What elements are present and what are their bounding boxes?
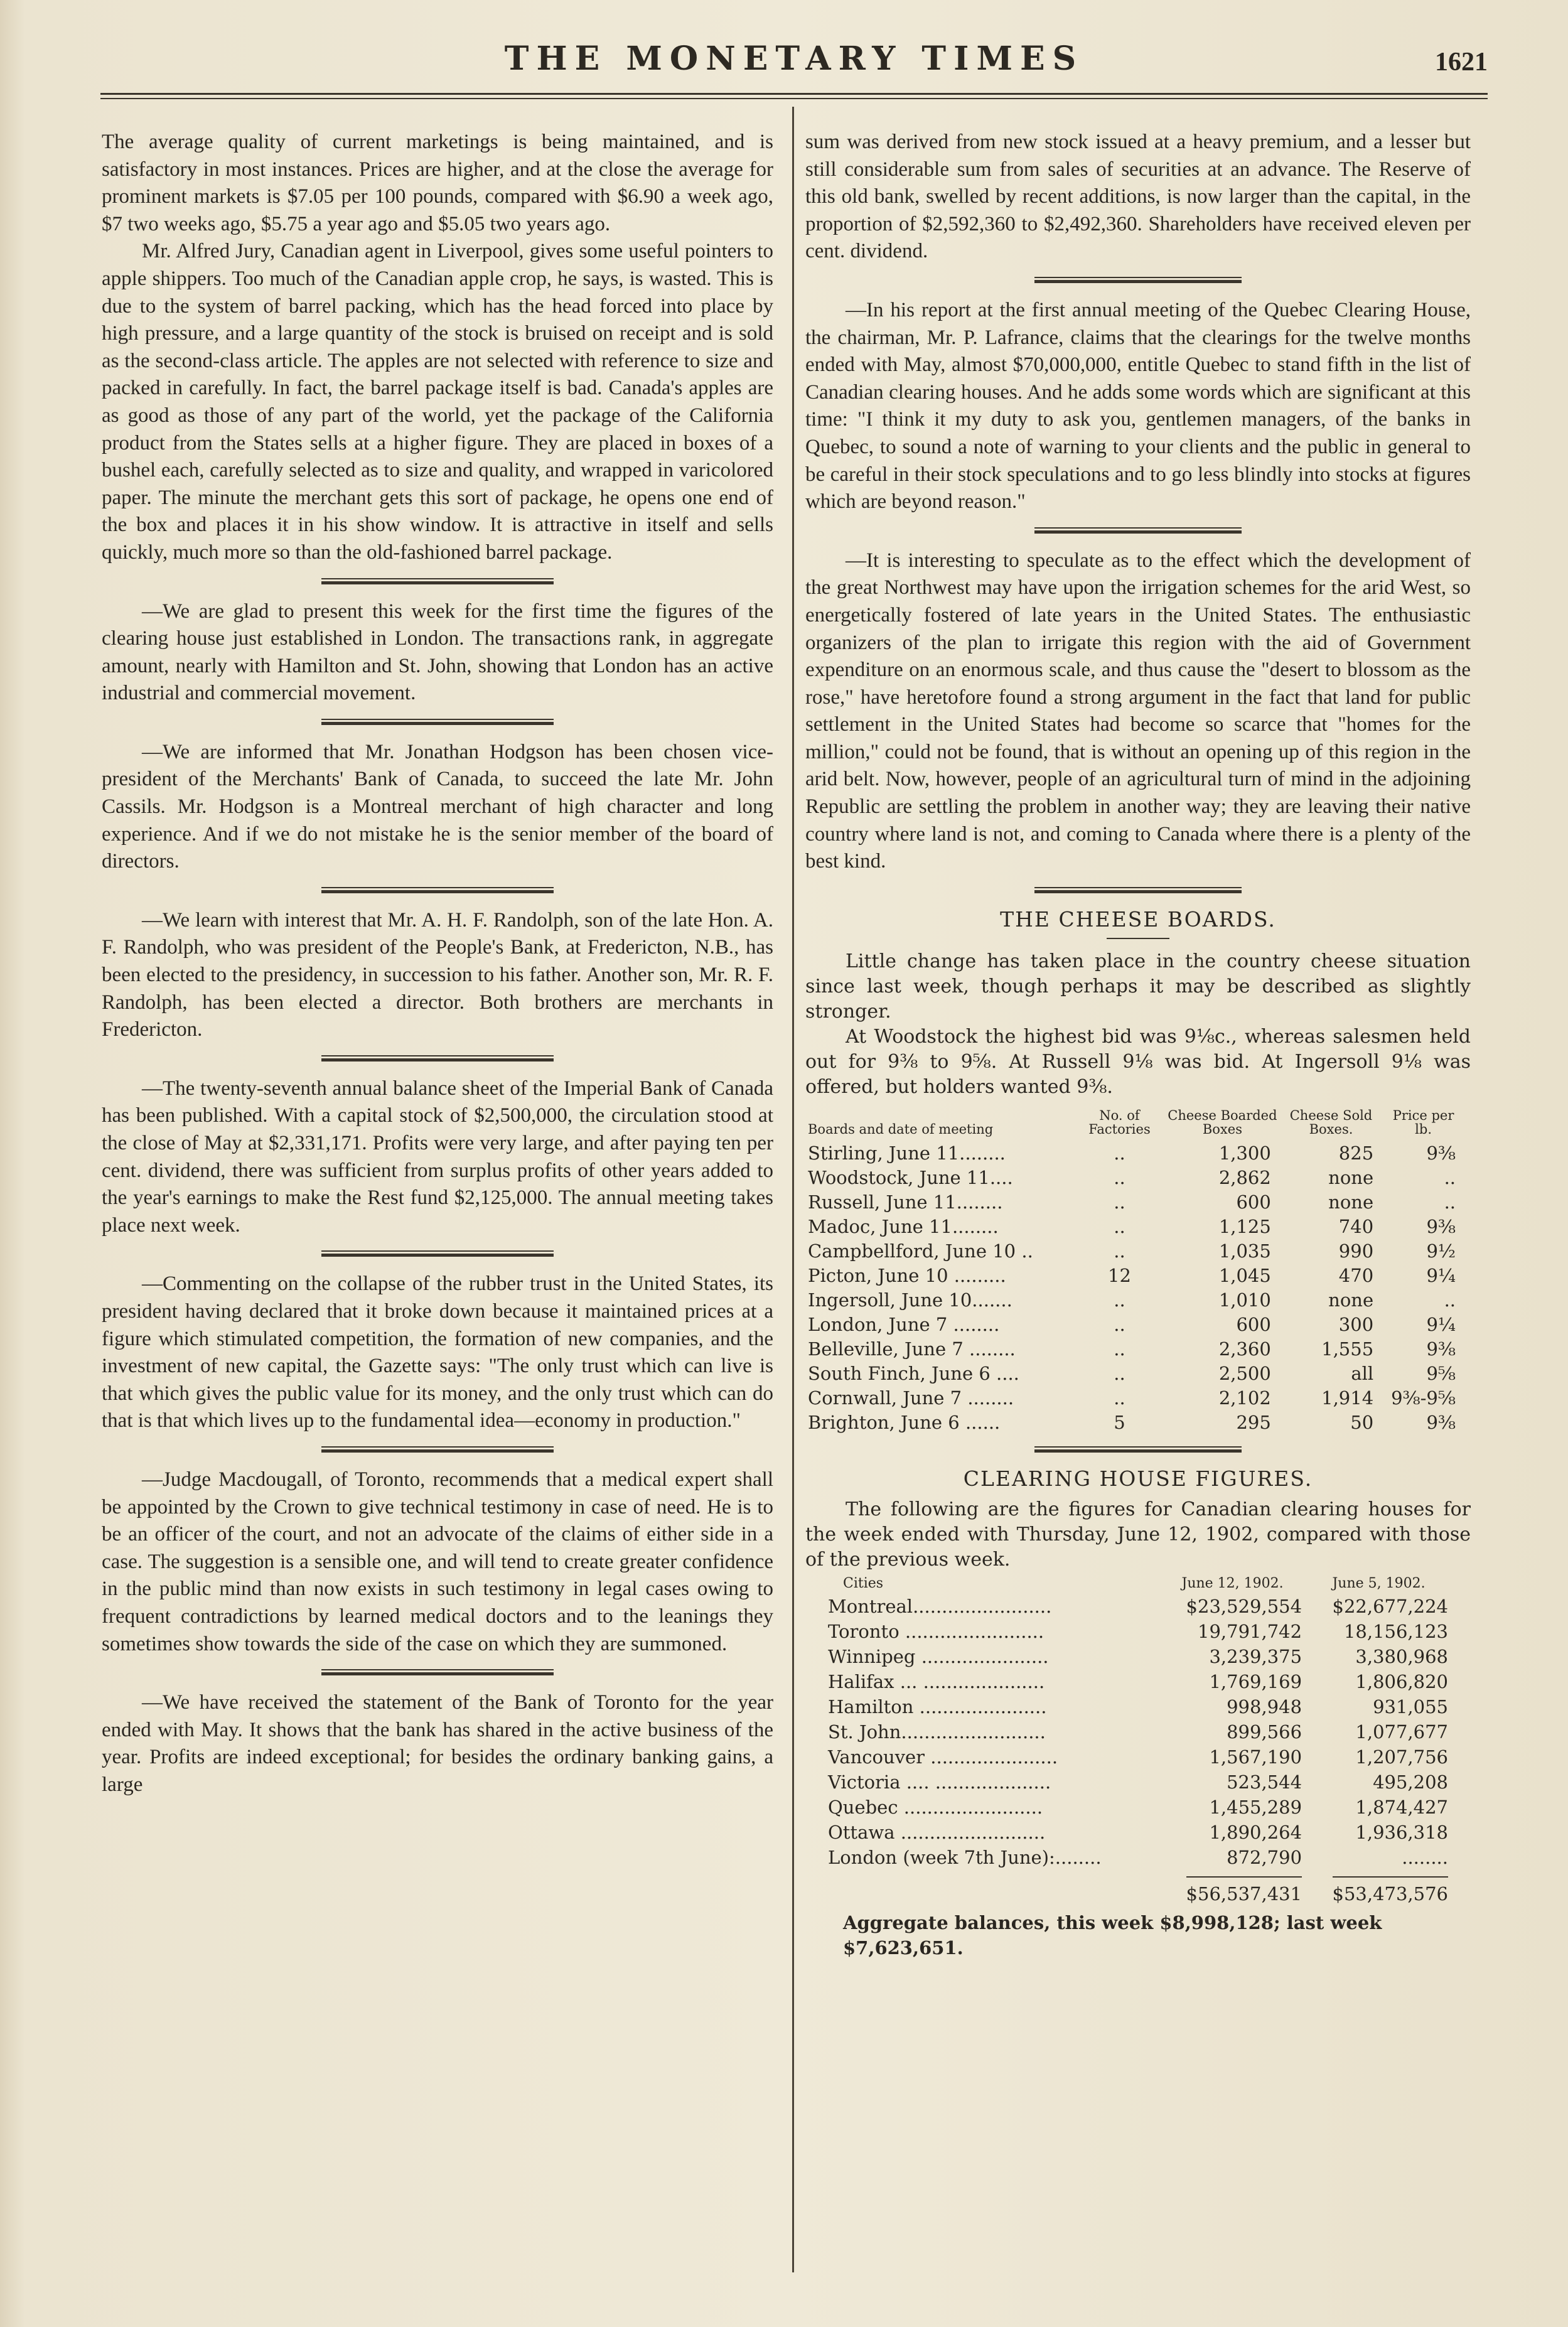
table-row [805, 1313, 1464, 1337]
table-cell: 495,208 [1373, 1771, 1448, 1793]
article-peoples-bank: —We learn with interest that Mr. A. H. F. Randolph, son of the late Hon. A. F. Randolph, who was president of the People's Bank, at Fredericton, N.B., has been elected to the presidency, in succession to his father. Another son, Mr. R. F. Randolph, has been elected a director. Both brothers are merchants in Fredericton. [102, 908, 773, 1041]
table-cell: none [1328, 1289, 1374, 1311]
table-cell: 2,102 [1218, 1387, 1271, 1409]
table-cell: Belleville, June 7 ........ [808, 1338, 1016, 1360]
table-cell: Toronto ........................ [828, 1620, 1044, 1642]
table-cell: 1,455,289 [1209, 1796, 1302, 1818]
article-apple-shippers: Mr. Alfred Jury, Canadian agent in Liverpool, gives some useful pointers to apple shippers. Too much of the Canadian apple crop, he says, is wasted. This is due to the system of barrel packing, which has the head forced into place by high pressure, and a large quantity of the stock is bruised on receipt and is sold as the second-class article. The apples are not selected with reference to size and packed in carefully. In fact, the barrel package itself is bad. Canada's apples are as good as those of any part of the world, yet the package of the California product from the States sells at a higher figure. They are placed in boxes of a bushel each, carefully selected as to size and quality, and wrapped in varicolored paper. The minute the merchant gets this sort of package, he opens one end of the box and places it in his show window. It is attractive in itself and sells quickly, much more so than the old-fashioned barrel package. [102, 240, 773, 564]
table-cell: 12 [1108, 1264, 1131, 1286]
table-cell: 1,207,756 [1355, 1746, 1448, 1768]
left-column [102, 129, 773, 1798]
table-cell: Halifax ... ..................... [828, 1670, 1045, 1692]
column-header: Price per lb. [1392, 1107, 1454, 1137]
table-cell: .. [1114, 1338, 1125, 1360]
section-separator [321, 1669, 554, 1675]
table-row [824, 1820, 1452, 1845]
table-cell: Vancouver ...................... [828, 1746, 1058, 1768]
column-header: June 12, 1902. [1181, 1575, 1284, 1591]
table-cell: 600 [1236, 1191, 1271, 1213]
table-cell: 9⅝ [1426, 1362, 1456, 1384]
table-cell: 295 [1236, 1411, 1271, 1433]
table-cell: 872,790 [1227, 1846, 1302, 1868]
table-cell: Victoria .... .................... [828, 1771, 1051, 1793]
table-cell: .. [1114, 1240, 1125, 1262]
clearing-house-section [805, 1466, 1471, 1960]
section-separator [321, 719, 554, 725]
table-cell: Quebec ........................ [828, 1796, 1043, 1818]
table-cell: 1,769,169 [1209, 1670, 1302, 1692]
aggregate-balances: Aggregate balances, this week $8,998,128; last week $7,623,651. [843, 1911, 1382, 1959]
totals-label [824, 1870, 1159, 1906]
table-cell: .. [1114, 1191, 1125, 1213]
table-cell: Russell, June 11........ [808, 1191, 1003, 1213]
table-cell: .. [1114, 1166, 1125, 1188]
table-cell: London, June 7 ........ [808, 1313, 1000, 1335]
table-row [824, 1644, 1452, 1669]
table-cell: 1,874,427 [1355, 1796, 1448, 1818]
masthead [100, 35, 1488, 91]
table-cell: 9¼ [1426, 1313, 1456, 1335]
table-cell: 931,055 [1373, 1696, 1448, 1717]
table-cell: 1,567,190 [1209, 1746, 1302, 1768]
table-row [805, 1190, 1464, 1215]
table-cell: Brighton, June 6 ...... [808, 1411, 1001, 1433]
section-separator [321, 1446, 554, 1453]
section-separator [1034, 277, 1242, 283]
table-cell: 1,035 [1218, 1240, 1271, 1262]
table-row [805, 1362, 1464, 1386]
table-cell: 2,500 [1218, 1362, 1271, 1384]
section-separator [1034, 1446, 1242, 1453]
table-row [805, 1411, 1464, 1435]
table-cell: .. [1114, 1142, 1125, 1164]
table-cell: .. [1114, 1289, 1125, 1311]
table-cell: 2,862 [1218, 1166, 1271, 1188]
article-bank-of-toronto-continued: sum was derived from new stock issued at a heavy premium, and a lesser but still considerable sum from sales of securities at an advance. The Reserve of this old bank, swelled by recent additions, is now larger than the capital, in the proportion of $2,592,360 to $2,492,360. Shareholders have received eleven per cent. dividend. [805, 131, 1471, 263]
table-cell: $22,677,224 [1332, 1595, 1448, 1617]
table-cell: 3,239,375 [1209, 1645, 1302, 1667]
table-cell: 9⅜ [1426, 1338, 1456, 1360]
article-rubber-trust: —Commenting on the collapse of the rubber trust in the United States, its president having declared that it broke down because it maintained prices at a figure which stimulated competition, the formation of new companies, and the investment of new capital, the Gazette says: "The only trust which can live is that which gives the public value for its money, and the only trust which can do that is that which lives up to the fundamental idea—economy in production." [102, 1272, 773, 1432]
table-cell: St. John......................... [828, 1721, 1046, 1743]
table-cell: 1,890,264 [1209, 1821, 1302, 1843]
article-imperial-bank: —The twenty-seventh annual balance sheet of the Imperial Bank of Canada has been published. With a capital stock of $2,500,000, the circulation stood at the close of May at $2,331,171. Profits were very large, and after paying ten per cent. dividend, there was sufficient from surplus profits of other years added to the year's earnings to make the Rest fund $2,125,000. The annual meeting takes place next week. [102, 1077, 773, 1237]
header-rule [100, 93, 1488, 95]
table-cell: 998,948 [1227, 1696, 1302, 1717]
table-cell: ........ [1402, 1846, 1448, 1868]
table-cell: none [1328, 1166, 1374, 1188]
page-number: 1621 [1435, 48, 1488, 77]
total-current-week: $56,537,431 [1186, 1876, 1302, 1906]
table-row [805, 1141, 1464, 1166]
table-cell: 899,566 [1227, 1721, 1302, 1743]
table-cell: 5 [1114, 1411, 1125, 1433]
table-cell: 740 [1338, 1215, 1374, 1237]
table-cell: 1,806,820 [1355, 1670, 1448, 1692]
table-cell: Winnipeg ...................... [828, 1645, 1049, 1667]
clearing-house-table [824, 1575, 1452, 1906]
table-cell: 9¼ [1426, 1264, 1456, 1286]
totals-row [824, 1870, 1452, 1906]
table-cell: .. [1114, 1387, 1125, 1409]
table-cell: Stirling, June 11........ [808, 1142, 1006, 1164]
table-cell: 1,300 [1218, 1142, 1271, 1164]
article-quebec-clearing-house: —In his report at the first annual meeting of the Quebec Clearing House, the chairman, Mr. P. Lafrance, claims that the clearings for the twelve months ended with May, almost $70,000,000, entitle Quebec to stand fifth in the list of Canadian clearing houses. And he adds some words which are significant at this time: "I think it my duty to ask you, gentlemen managers, of the banks in Quebec, to sound a note of warning to your clients and the public in general to be careful in their stock speculations and to go less blindly into stocks at figures which are beyond reason." [805, 298, 1471, 513]
clearing-house-heading: CLEARING HOUSE FIGURES. [963, 1466, 1313, 1491]
table-cell: all [1351, 1362, 1374, 1384]
table-cell: Woodstock, June 11.... [808, 1166, 1013, 1188]
cheese-boards-table [805, 1109, 1464, 1435]
table-cell: 50 [1350, 1411, 1374, 1433]
table-row [824, 1795, 1452, 1820]
table-row [824, 1770, 1452, 1795]
table-row [824, 1669, 1452, 1694]
table-cell: 990 [1338, 1240, 1374, 1262]
cheese-boards-heading: THE CHEESE BOARDS. [1000, 906, 1276, 932]
column-divider [792, 107, 794, 2272]
article-medical-expert: —Judge Macdougall, of Toronto, recommends that a medical expert shall be appointed by the Crown to give technical testimony in case of need. He is to be an officer of the court, and not an advocate of the claims of either side in a case. The suggestion is a sensible one, and will tend to create greater confidence in the public mind than now exists in such testimony in legal cases owing to frequent contradictions by learned medical doctors and to the leanings they sometimes show towards the side of the case on which they are summoned. [102, 1468, 773, 1655]
header-rule-thin [100, 98, 1488, 99]
table-cell: 1,010 [1218, 1289, 1271, 1311]
table-cell: Cornwall, June 7 ........ [808, 1387, 1014, 1409]
table-cell: Ingersoll, June 10....... [808, 1289, 1012, 1311]
section-separator [321, 887, 554, 893]
table-cell: 18,156,123 [1343, 1620, 1448, 1642]
table-cell: 1,914 [1321, 1387, 1374, 1409]
table-cell: London (week 7th June):........ [828, 1846, 1102, 1868]
table-row [805, 1386, 1464, 1411]
table-header-row [805, 1109, 1464, 1141]
table-row [824, 1694, 1452, 1719]
article-bank-of-toronto: —We have received the statement of the Bank of Toronto for the year ended with May. It shows that the bank has shared in the active business of the year. Profits are indeed exceptional; for besides the ordinary banking gains, a large [102, 1691, 773, 1796]
article-london-clearing-house: —We are glad to present this week for the first time the figures of the clearing house just established in London. The transactions rank, in aggregate amount, nearly with Hamilton and St. John, showing that London has an active industrial and commercial movement. [102, 599, 773, 705]
heading-rule [1107, 938, 1169, 939]
section-separator [321, 1055, 554, 1061]
table-cell: .. [1114, 1362, 1125, 1384]
article-merchants-bank: —We are informed that Mr. Jonathan Hodgson has been chosen vice-president of the Merchants' Bank of Canada, to succeed the late Mr. John Cassils. Mr. Hodgson is a Montreal merchant of high character and long experience. And if we do not mistake he is the senior member of the board of directors. [102, 740, 773, 873]
table-row [805, 1337, 1464, 1362]
right-column [805, 129, 1471, 1960]
table-row [824, 1594, 1452, 1619]
table-row [805, 1288, 1464, 1313]
table-cell: 19,791,742 [1198, 1620, 1302, 1642]
section-separator [1034, 527, 1242, 534]
table-cell: 1,936,318 [1355, 1821, 1448, 1843]
table-cell: 523,544 [1227, 1771, 1302, 1793]
table-cell: 300 [1338, 1313, 1374, 1335]
table-row [805, 1264, 1464, 1288]
table-cell: 3,380,968 [1355, 1645, 1448, 1667]
clearing-intro: The following are the figures for Canadian clearing houses for the week ended with Thursday, June 12, 1902, compared with those of the previous week. [805, 1498, 1471, 1571]
publication-title: THE MONETARY TIMES [504, 40, 1084, 78]
table-cell: Campbellford, June 10 .. [808, 1240, 1033, 1262]
table-cell: 9½ [1426, 1240, 1456, 1262]
table-cell: 9⅜ [1426, 1215, 1456, 1237]
table-cell: .. [1114, 1215, 1125, 1237]
table-cell: 9⅜ [1426, 1142, 1456, 1164]
table-cell: 2,360 [1218, 1338, 1271, 1360]
table-cell: 1,045 [1218, 1264, 1271, 1286]
table-cell: .. [1444, 1191, 1456, 1213]
clearing-table-body [824, 1594, 1452, 1870]
table-cell: 1,555 [1321, 1338, 1374, 1360]
table-cell: 1,125 [1218, 1215, 1271, 1237]
section-separator [321, 1250, 554, 1257]
section-separator [321, 578, 554, 584]
table-cell: Ottawa ......................... [828, 1821, 1046, 1843]
table-row [805, 1215, 1464, 1239]
table-cell: Picton, June 10 ......... [808, 1264, 1006, 1286]
table-cell: .. [1444, 1166, 1456, 1188]
column-header: June 5, 1902. [1332, 1575, 1426, 1591]
table-cell: South Finch, June 6 .... [808, 1362, 1019, 1384]
table-cell: 825 [1338, 1142, 1374, 1164]
section-separator [1034, 887, 1242, 893]
column-header: Boards and date of meeting [808, 1121, 994, 1137]
table-cell: $23,529,554 [1186, 1595, 1302, 1617]
table-cell: 1,077,677 [1355, 1721, 1448, 1743]
table-cell: Madoc, June 11........ [808, 1215, 999, 1237]
cheese-boards-section [805, 907, 1471, 1453]
article-hog-market: The average quality of current marketings is being maintained, and is satisfactory in most instances. Prices are higher, and at the close the average for prominent markets is $7.05 per 100 pounds, compared with $6.90 a week ago, $7 two weeks ago, $5.75 a year ago and $5.05 two years ago. [102, 131, 773, 235]
table-cell: 470 [1338, 1264, 1374, 1286]
table-row [805, 1166, 1464, 1190]
table-cell: 9⅜ [1426, 1411, 1456, 1433]
table-cell: 9⅜-9⅝ [1391, 1387, 1456, 1409]
column-header: Cheese Sold Boxes. [1289, 1107, 1373, 1137]
table-cell: Montreal........................ [828, 1595, 1052, 1617]
table-cell: Hamilton ...................... [828, 1696, 1047, 1717]
table-cell: .. [1114, 1313, 1125, 1335]
table-cell: none [1328, 1191, 1374, 1213]
cheese-intro-1: Little change has taken place in the country cheese situation since last week, though perhaps it may be described as slightly stronger. [805, 950, 1471, 1023]
table-row [824, 1845, 1452, 1870]
cheese-intro-2: At Woodstock the highest bid was 9⅛c., whereas salesmen held out for 9⅜ to 9⅝. At Russell 9⅛ was bid. At Ingersoll 9⅛ was offered, but holders wanted 9⅜. [805, 1025, 1471, 1098]
table-row [824, 1719, 1452, 1744]
table-cell: .. [1444, 1289, 1456, 1311]
column-header: No. of Factories [1088, 1107, 1151, 1137]
column-header: Cheese Boarded Boxes [1168, 1107, 1277, 1137]
cheese-table-body [805, 1141, 1464, 1435]
total-previous-week: $53,473,576 [1333, 1876, 1449, 1906]
table-row [824, 1744, 1452, 1770]
column-header: Cities [843, 1575, 884, 1591]
table-row [824, 1619, 1452, 1644]
table-row [805, 1239, 1464, 1264]
table-cell: 600 [1236, 1313, 1271, 1335]
table-header-row [824, 1575, 1452, 1594]
article-irrigation: —It is interesting to speculate as to the effect which the development of the great Northwest may have upon the irrigation schemes for the arid West, so energetically fostered of late years in the United States. The enthusiastic organizers of the plan to irrigate this region with the aid of Government expenditure on an enormous scale, and thus cause the "desert to blossom as the rose," have heretofore found a strong argument in the fact that land for public settlement in the United States had become so scarce that "homes for the million," could not be found, that is without an opening up of this region in the arid belt. Now, however, people of an agricultural turn of mind in the adjoining Republic are settling the problem in another way; they are leaving their native country where land is not, and coming to Canada where there is a plenty of the best kind. [805, 549, 1471, 873]
